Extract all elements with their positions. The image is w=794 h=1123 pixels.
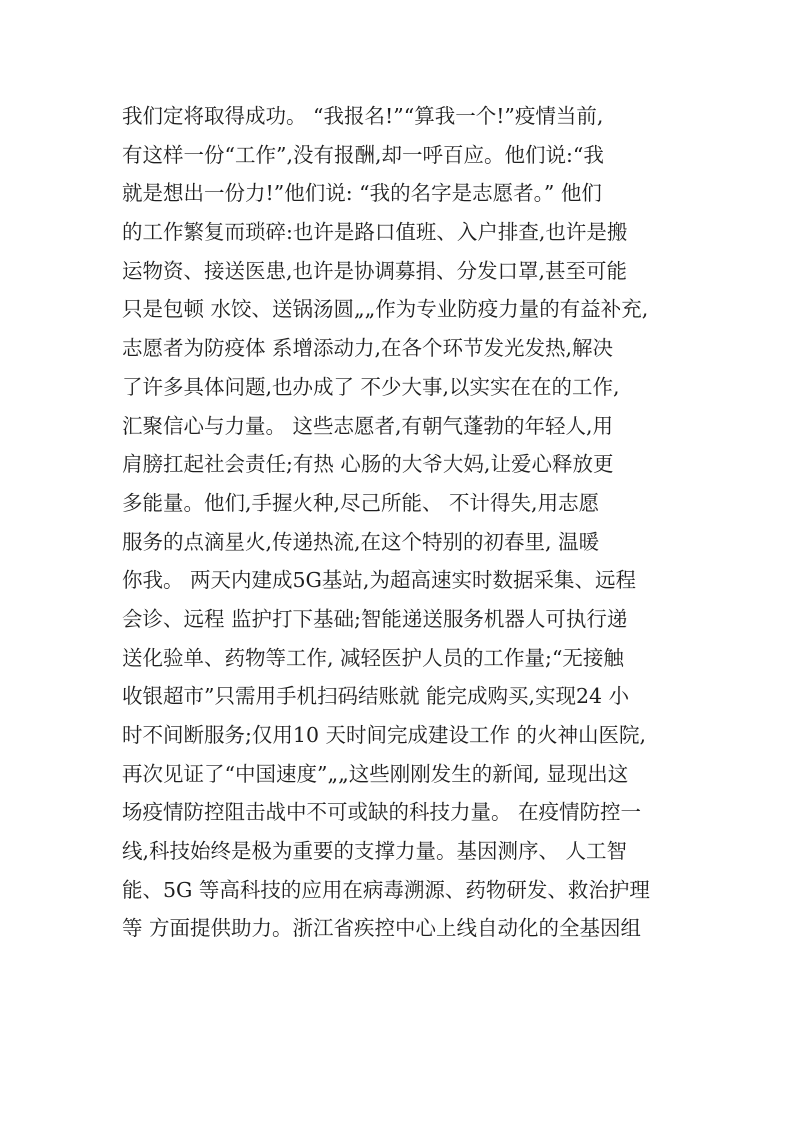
text-line: 就是想出一份力!”他们说: “我的名字是志愿者。” 他们 [122, 181, 602, 206]
text-line: 了许多具体问题,也办成了 不少大事,以实实在在的工作, [122, 374, 620, 399]
text-line: 时不间断服务;仅用10 天时间完成建设工作 的火神山医院, [122, 723, 647, 747]
body-text [122, 97, 694, 948]
text-line: 线,科技始终是极为重要的支撑力量。基因测序、 人工智 [122, 839, 628, 864]
text-line: 只是包顿 水饺、送锅汤圆„„作为专业防疫力量的有益补充, [122, 297, 649, 322]
text-line: 志愿者为防疫体 系增添动力,在各个环节发光发热,解决 [122, 336, 614, 361]
text-line: 能、5G 等高科技的应用在病毒溯源、药物研发、救治护理 [122, 877, 650, 902]
text-line: 送化验单、药物等工作, 减轻医护人员的工作量;“无接触 [122, 645, 624, 670]
text-line: 服务的点滴星火,传递热流,在这个特别的初春里, 温暖 [122, 529, 600, 554]
text-line: 汇聚信心与力量。 这些志愿者,有朝气蓬勃的年轻人,用 [122, 413, 614, 438]
text-line: 有这样一份“工作”,没有报酬,却一呼百应。他们说:“我 [122, 142, 604, 167]
text-line: 再次见证了“中国速度”„„这些刚刚发生的新闻, 显现出这 [122, 761, 629, 786]
text-line: 场疫情防控阻击战中不可或缺的科技力量。 在疫情防控一 [122, 800, 642, 825]
text-line: 肩膀扛起社会责任;有热 心肠的大爷大妈,让爱心释放更 [122, 452, 614, 477]
text-line: 会诊、远程 监护打下基础;智能递送服务机器人可执行递 [122, 606, 628, 631]
text-line: 收银超市”只需用手机扫码结账就 能完成购买,实现24 小 [122, 684, 630, 709]
text-line: 我们定将取得成功。 “我报名!”“算我一个!”疫情当前, [122, 104, 604, 128]
text-line: 多能量。他们,手握火种,尽己所能、 不计得失,用志愿 [122, 490, 600, 515]
text-line: 你我。 两天内建成5G基站,为超高速实时数据采集、远程 [122, 568, 636, 593]
text-line: 运物资、接送医患,也许是协调募捐、分发口罩,甚至可能 [122, 258, 628, 283]
text-line: 等 方面提供助力。浙江省疾控中心上线自动化的全基因组 [122, 916, 642, 941]
text-line: 的工作繁复而琐碎:也许是路口值班、入户排查,也许是搬 [122, 220, 628, 245]
